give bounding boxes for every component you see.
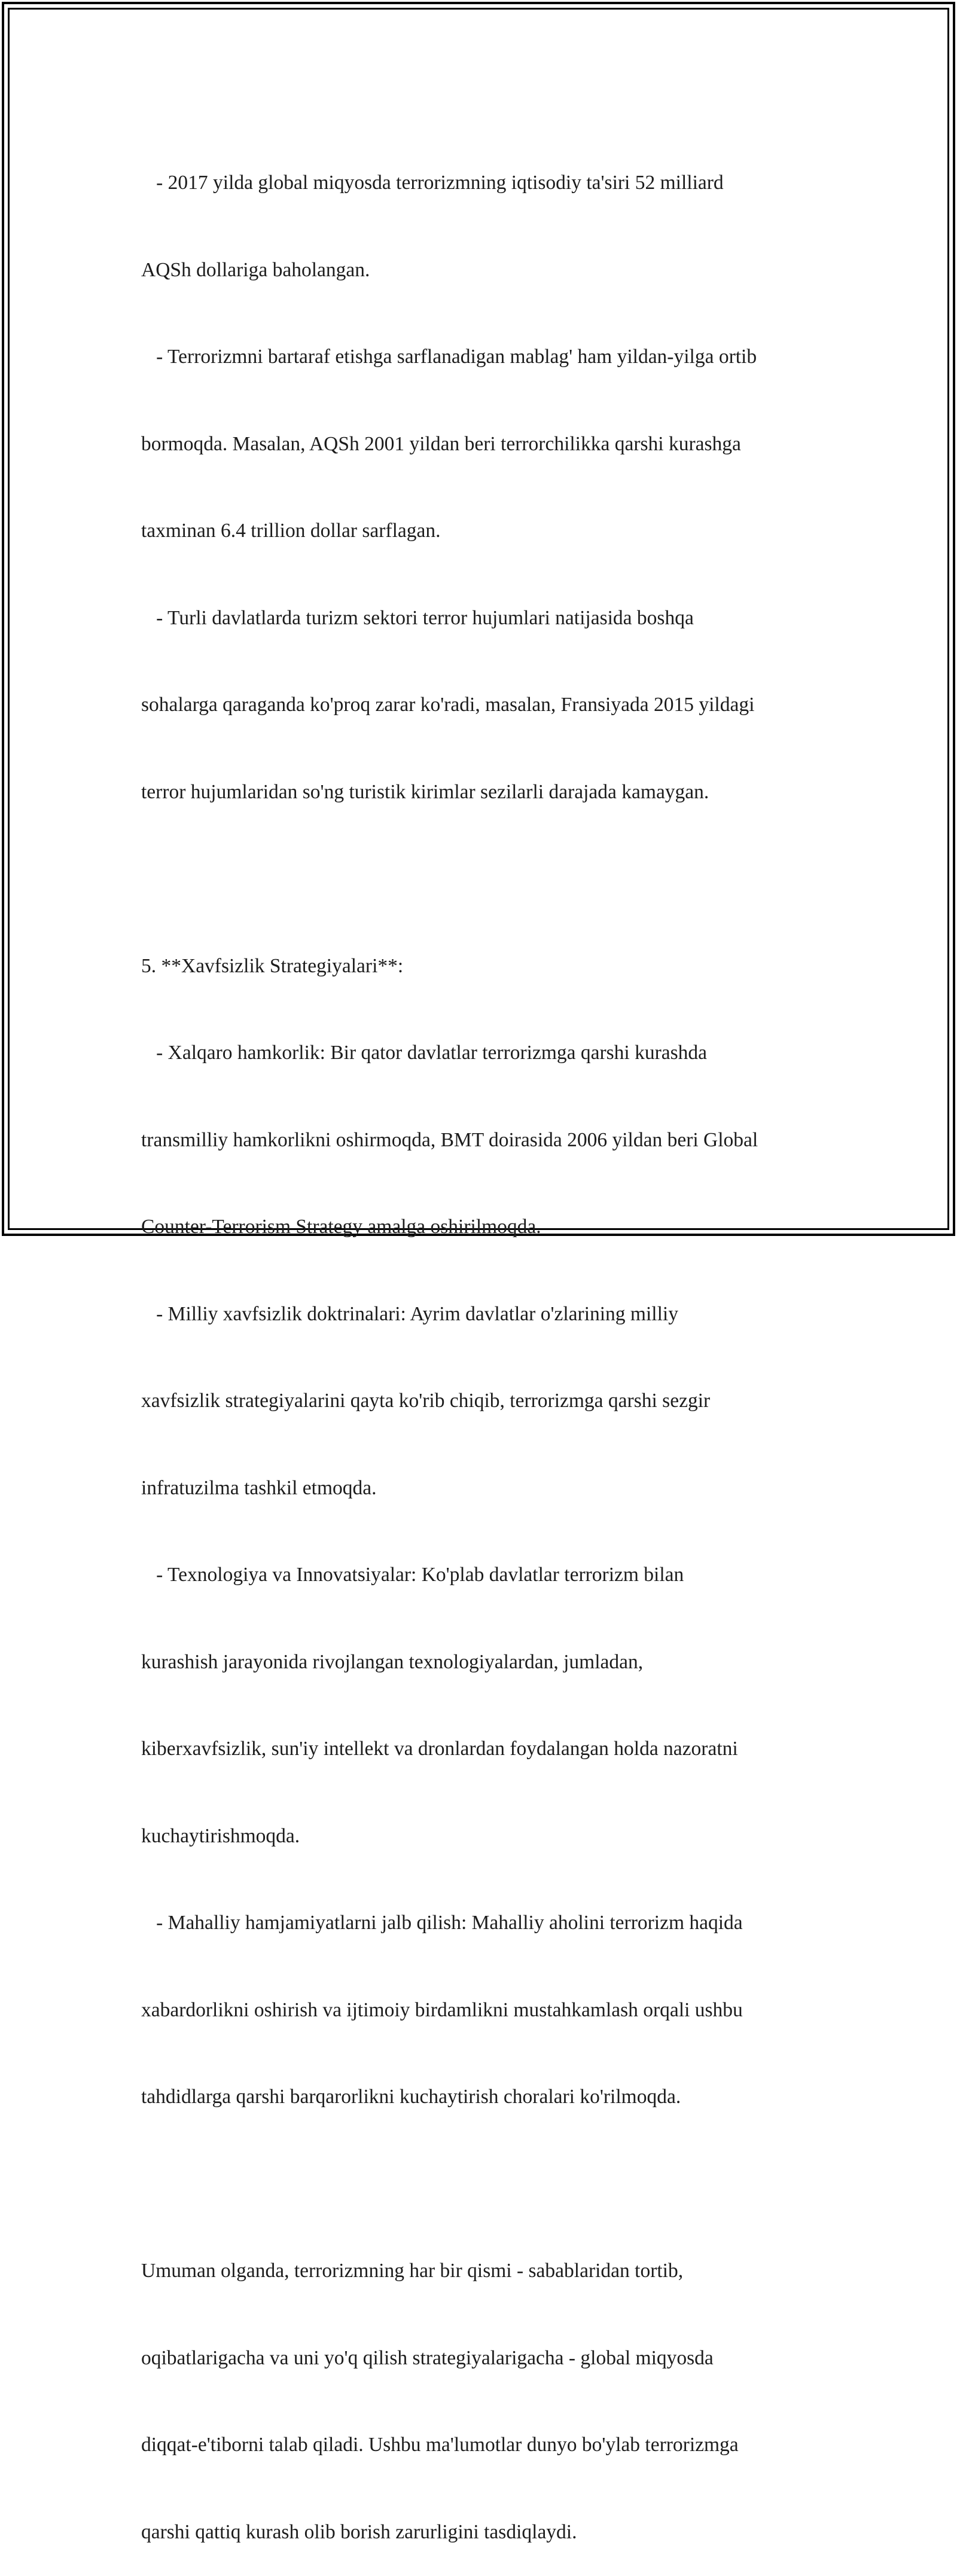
text-line: qarshi qattiq kurash olib borish zarurligini tasdiqlaydi. xyxy=(141,2520,577,2543)
document-body xyxy=(141,111,835,2576)
text-line: bormoqda. Masalan, AQSh 2001 yildan beri terrorchilikka qarshi kurashga xyxy=(141,432,741,455)
text-line: Counter-Terrorism Strategy amalga oshirilmoqda. xyxy=(141,1216,541,1238)
text-line: diqqat-e'tiborni talab qiladi. Ushbu ma'lumotlar dunyo bo'ylab terrorizmga xyxy=(141,2434,739,2456)
text-line: kuchaytirishmoqda. xyxy=(141,1824,300,1847)
text-line: - Texnologiya va Innovatsiyalar: Ko'plab davlatlar terrorizm bilan xyxy=(141,1564,684,1586)
text-line: AQSh dollariga baholangan. xyxy=(141,258,370,281)
text-line: - Milliy xavfsizlik doktrinalari: Ayrim davlatlar o'zlarining milliy xyxy=(141,1302,678,1325)
text-line: xabardorlikni oshirish va ijtimoiy birdamlikni mustahkamlash orqali ushbu xyxy=(141,1998,743,2021)
text-line: taxminan 6.4 trillion dollar sarflagan. xyxy=(141,520,441,542)
text-line: - Terrorizmni bartaraf etishga sarflanadigan mablag' ham yildan-yilga ortib xyxy=(141,346,757,368)
text-line: kurashish jarayonida rivojlangan texnologiyalardan, jumladan, xyxy=(141,1650,644,1673)
text-line: terror hujumlaridan so'ng turistik kirimlar sezilarli darajada kamaygan. xyxy=(141,780,709,803)
text-line: transmilliy hamkorlikni oshirmoqda, BMT doirasida 2006 yildan beri Global xyxy=(141,1128,758,1151)
text-line: oqibatlarigacha va uni yo'q qilish strategiyalarigacha - global miqyosda xyxy=(141,2346,714,2369)
text-line: Umuman olganda, terrorizmning har bir qismi - sabablaridan tortib, xyxy=(141,2260,684,2282)
text-line: - 2017 yilda global miqyosda terrorizmning iqtisodiy ta'siri 52 milliard xyxy=(141,172,724,194)
section-heading: 5. **Xavfsizlik Strategiyalari**: xyxy=(141,954,404,977)
text-line: infratuzilma tashkil etmoqda. xyxy=(141,1476,377,1499)
text-line: xavfsizlik strategiyalarini qayta ko'rib chiqib, terrorizmga qarshi sezgir xyxy=(141,1390,711,1412)
text-line: - Xalqaro hamkorlik: Bir qator davlatlar terrorizmga qarshi kurashda xyxy=(141,1042,708,1064)
text-line: - Turli davlatlarda turizm sektori terror hujumlari natijasida boshqa xyxy=(141,606,694,629)
text-line: kiberxavfsizlik, sun'iy intellekt va dronlardan foydalangan holda nazoratni xyxy=(141,1738,738,1760)
blank-line xyxy=(141,865,835,894)
blank-line xyxy=(141,2170,835,2199)
text-line: - Mahalliy hamjamiyatlarni jalb qilish: Mahalliy aholini terrorizm haqida xyxy=(141,1912,743,1934)
text-line: sohalarga qaraganda ko'proq zarar ko'radi, masalan, Fransiyada 2015 yildagi xyxy=(141,694,755,716)
text-line: tahdidlarga qarshi barqarorlikni kuchaytirish choralari ko'rilmoqda. xyxy=(141,2086,681,2108)
